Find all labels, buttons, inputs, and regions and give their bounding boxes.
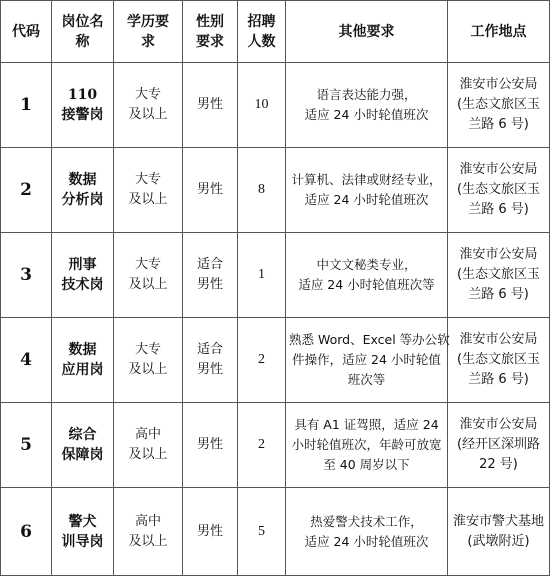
table-row xyxy=(1,488,550,576)
table-row xyxy=(1,63,550,148)
cell-code: 5 xyxy=(1,403,52,488)
header-code: 代码 xyxy=(1,1,52,63)
cell-position: 刑事 技术岗 xyxy=(52,233,114,318)
cell-other: 熟悉 Word、Excel 等办公软 件操作，适应 24 小时轮值 班次等 xyxy=(286,318,448,403)
cell-education: 大专 及以上 xyxy=(114,148,183,233)
cell-code: 1 xyxy=(1,63,52,148)
header-education: 学历要 求 xyxy=(114,1,183,63)
table-row xyxy=(1,318,550,403)
cell-position: 110 接警岗 xyxy=(52,63,114,148)
cell-code: 3 xyxy=(1,233,52,318)
cell-position: 数据 分析岗 xyxy=(52,148,114,233)
table-row xyxy=(1,403,550,488)
header-position: 岗位名 称 xyxy=(52,1,114,63)
table-row xyxy=(1,233,550,318)
cell-location: 淮安市公安局 (生态文旅区玉 兰路 6 号) xyxy=(448,318,550,403)
cell-other: 具有 A1 证驾照，适应 24 小时轮值班次，年龄可放宽 至 40 周岁以下 xyxy=(286,403,448,488)
header-location: 工作地点 xyxy=(448,1,550,63)
cell-location: 淮安市公安局 (生态文旅区玉 兰路 6 号) xyxy=(448,233,550,318)
header-count: 招聘 人数 xyxy=(238,1,286,63)
cell-location: 淮安市公安局 (经开区深圳路 22 号) xyxy=(448,403,550,488)
cell-count: 8 xyxy=(238,148,286,233)
cell-count: 2 xyxy=(238,403,286,488)
cell-location: 淮安市公安局 (生态文旅区玉 兰路 6 号) xyxy=(448,63,550,148)
cell-code: 2 xyxy=(1,148,52,233)
cell-gender: 男性 xyxy=(183,488,238,576)
header-other: 其他要求 xyxy=(286,1,448,63)
cell-education: 大专 及以上 xyxy=(114,63,183,148)
cell-location: 淮安市公安局 (生态文旅区玉 兰路 6 号) xyxy=(448,148,550,233)
cell-position: 警犬 训导岗 xyxy=(52,488,114,576)
cell-education: 大专 及以上 xyxy=(114,233,183,318)
cell-count: 10 xyxy=(238,63,286,148)
cell-education: 大专 及以上 xyxy=(114,318,183,403)
cell-position: 数据 应用岗 xyxy=(52,318,114,403)
cell-code: 4 xyxy=(1,318,52,403)
cell-gender: 男性 xyxy=(183,63,238,148)
cell-education: 高中 及以上 xyxy=(114,403,183,488)
cell-code: 6 xyxy=(1,488,52,576)
cell-education: 高中 及以上 xyxy=(114,488,183,576)
cell-count: 5 xyxy=(238,488,286,576)
cell-other: 语言表达能力强， 适应 24 小时轮值班次 xyxy=(286,63,448,148)
cell-gender: 男性 xyxy=(183,148,238,233)
cell-other: 计算机、法律或财经专业， 适应 24 小时轮值班次 xyxy=(286,148,448,233)
cell-count: 2 xyxy=(238,318,286,403)
cell-position: 综合 保障岗 xyxy=(52,403,114,488)
cell-location: 淮安市警犬基地 (武墩附近) xyxy=(448,488,550,576)
cell-other: 中文文秘类专业， 适应 24 小时轮值班次等 xyxy=(286,233,448,318)
cell-other: 热爱警犬技术工作， 适应 24 小时轮值班次 xyxy=(286,488,448,576)
header-row xyxy=(1,1,550,63)
cell-gender: 适合 男性 xyxy=(183,233,238,318)
table-row xyxy=(1,148,550,233)
cell-gender: 男性 xyxy=(183,403,238,488)
header-gender: 性别 要求 xyxy=(183,1,238,63)
cell-gender: 适合 男性 xyxy=(183,318,238,403)
cell-count: 1 xyxy=(238,233,286,318)
